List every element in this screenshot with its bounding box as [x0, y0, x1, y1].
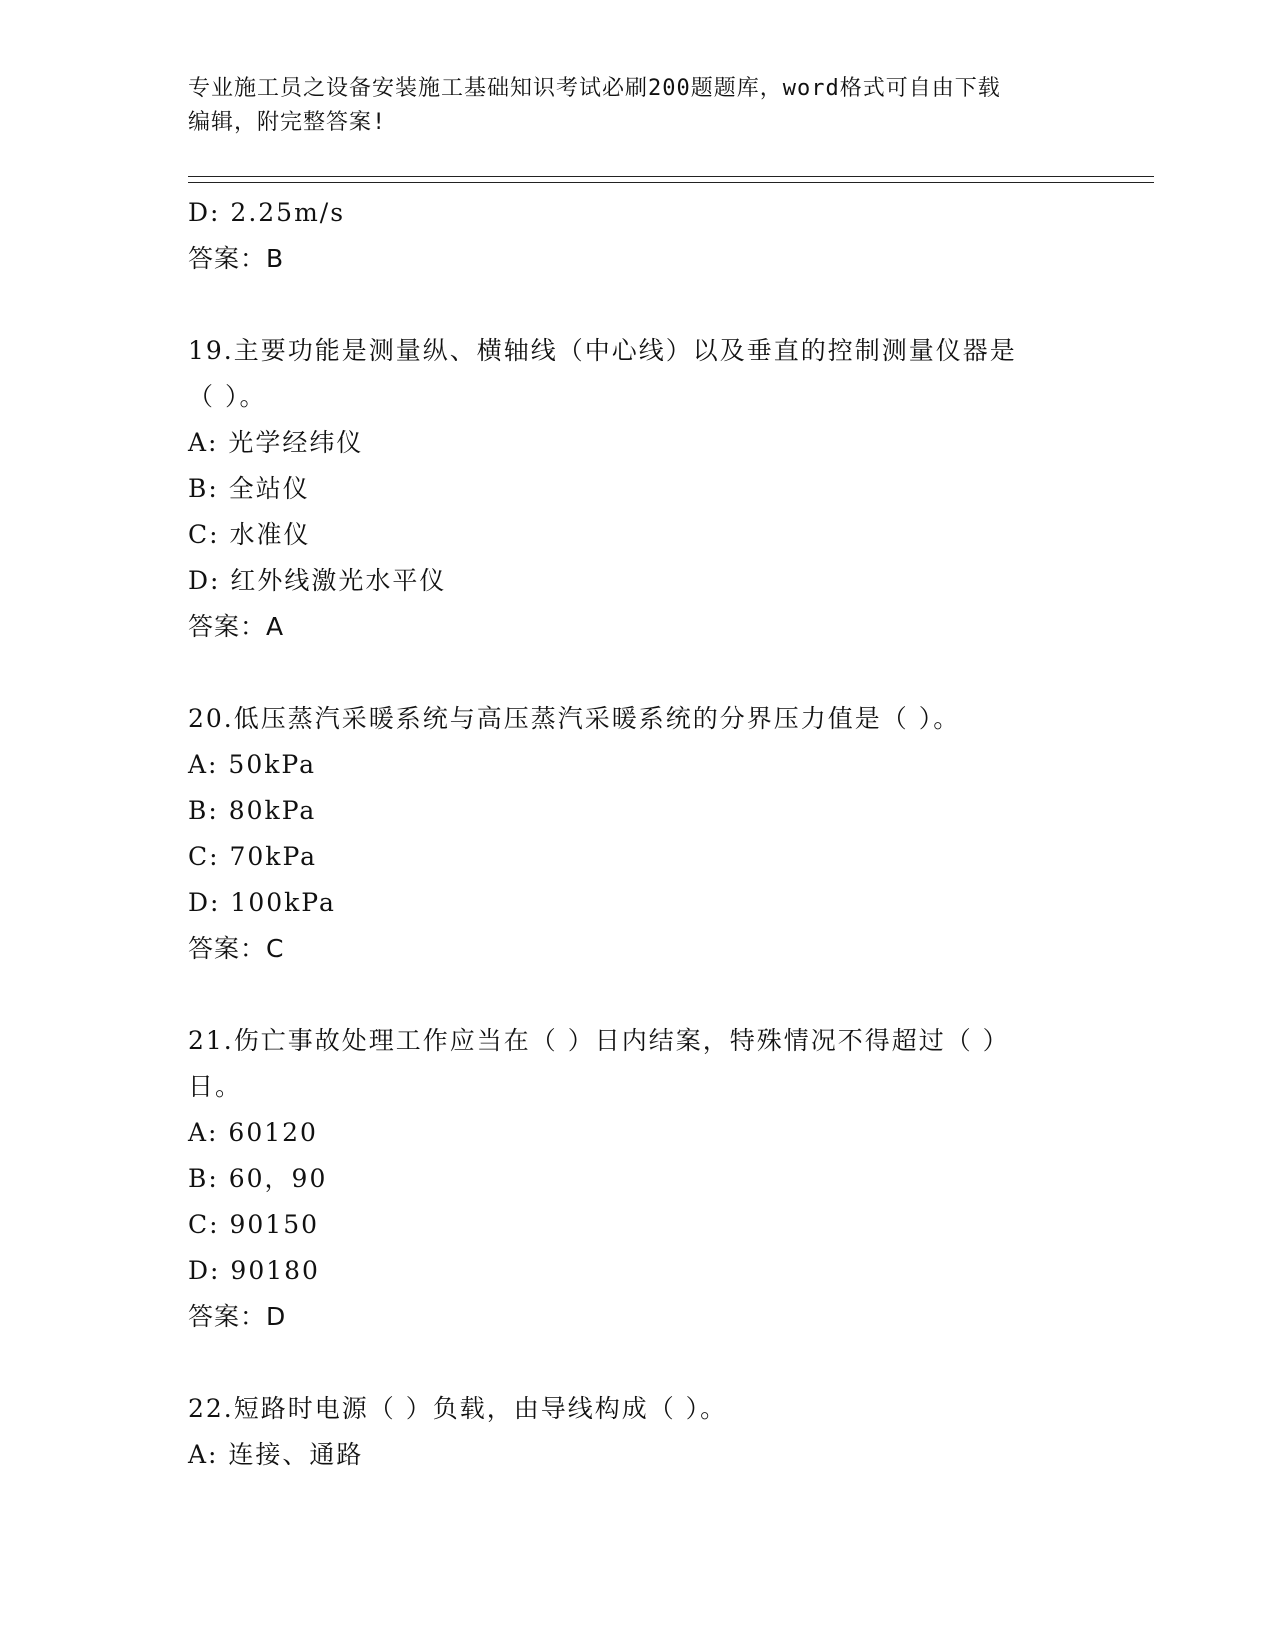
- spacer: [188, 972, 1088, 1018]
- question-stem: 20.低压蒸汽采暖系统与高压蒸汽采暖系统的分界压力值是（ ）。: [188, 704, 961, 733]
- spacer: [188, 1340, 1088, 1386]
- option-c: C: 90150: [188, 1210, 320, 1239]
- option-a: A: 光学经纬仪: [188, 428, 364, 457]
- spacer: [188, 650, 1088, 696]
- option-b: B: 60，90: [188, 1164, 328, 1193]
- question-stem-continued: 日。: [188, 1072, 243, 1101]
- question-21: [188, 1018, 1088, 1340]
- question-stem: 22.短路时电源（ ）负载，由导线构成（ ）。: [188, 1394, 728, 1423]
- option-d: D: 红外线激光水平仪: [188, 566, 447, 595]
- option-b: B: 全站仪: [188, 474, 310, 503]
- header-divider-bottom: [188, 182, 1154, 183]
- option-a: A: 60120: [188, 1118, 318, 1147]
- option-d: D: 100kPa: [188, 888, 336, 917]
- question-19: [188, 328, 1088, 650]
- header-title-line2: 编辑，附完整答案!: [188, 110, 387, 135]
- question-list: [188, 190, 1088, 1478]
- answer-line: 答案：C: [188, 934, 285, 963]
- header-title-line1: 专业施工员之设备安装施工基础知识考试必刷200题题库，word格式可自由下载: [188, 76, 1001, 101]
- option-d: D: 90180: [188, 1256, 320, 1285]
- option-b: B: 80kPa: [188, 796, 317, 825]
- option-c: C: 70kPa: [188, 842, 318, 871]
- answer-line: 答案：B: [188, 244, 285, 273]
- question-stem: 19.主要功能是测量纵、横轴线（中心线）以及垂直的控制测量仪器是: [188, 336, 1017, 365]
- question-20: [188, 696, 1088, 972]
- option-a: A: 50kPa: [188, 750, 316, 779]
- answer-line: 答案：D: [188, 1302, 287, 1331]
- option-d: D: 2.25m/s: [188, 198, 346, 227]
- previous-question-tail: [188, 190, 1088, 282]
- question-22: [188, 1386, 1088, 1478]
- question-stem: 21.伤亡事故处理工作应当在（ ）日内结案，特殊情况不得超过（ ）: [188, 1026, 1010, 1055]
- spacer: [188, 282, 1088, 328]
- answer-line: 答案：A: [188, 612, 285, 641]
- question-stem-continued: （ ）。: [188, 382, 267, 411]
- header-divider-top: [188, 176, 1154, 177]
- option-a: A: 连接、通路: [188, 1440, 364, 1469]
- document-header: [188, 72, 1068, 140]
- option-c: C: 水准仪: [188, 520, 311, 549]
